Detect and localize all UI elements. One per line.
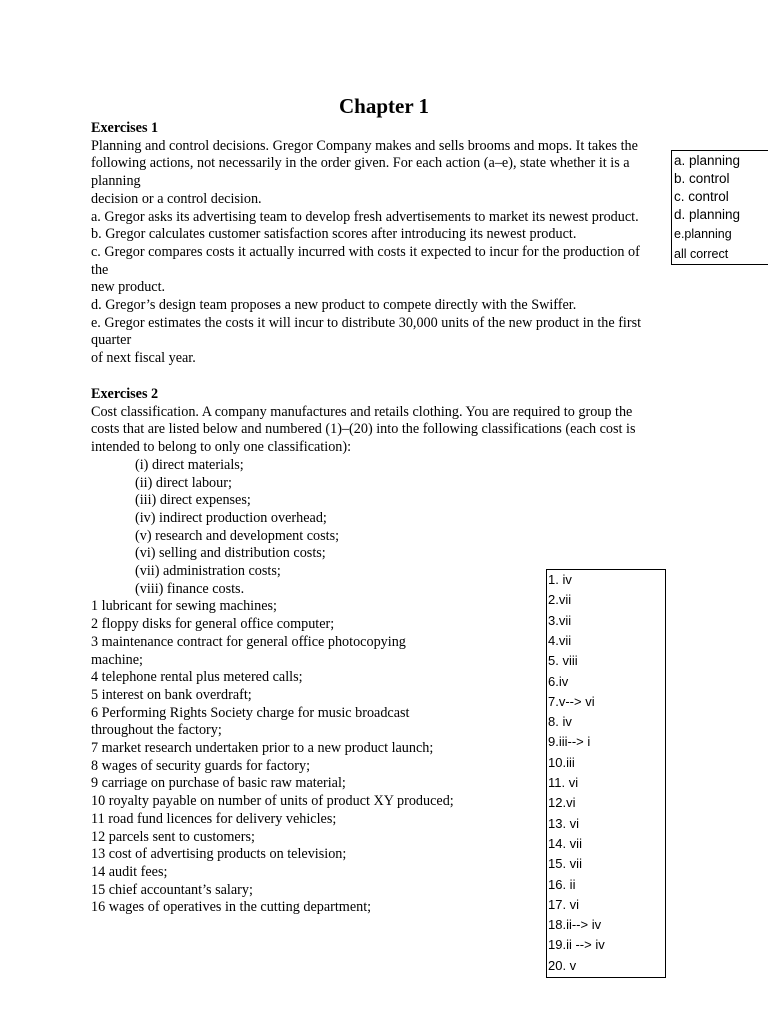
cost-item: 6 Performing Rights Society charge for music broadcast (91, 704, 410, 721)
exercise-1-line: new product. (91, 279, 166, 296)
exercise-2-intro-line: costs that are listed below and numbered (1)–(20) into the following classifications (each cost is (91, 421, 636, 438)
answer-item: b. control (674, 171, 730, 186)
answer-item: all correct (674, 247, 729, 261)
answer-item: 14. vii (548, 835, 582, 851)
answer-item: 2.vii (548, 592, 572, 608)
answer-item: e.planning (674, 227, 732, 241)
cost-item: 15 chief accountant’s salary; (91, 881, 253, 898)
classification-item: (iv) indirect production overhead; (135, 509, 327, 526)
cost-item: 8 wages of security guards for factory; (91, 757, 311, 774)
cost-item: throughout the factory; (91, 722, 222, 739)
cost-item: 4 telephone rental plus metered calls; (91, 669, 303, 686)
exercise-1-line: Planning and control decisions. Gregor Company makes and sells brooms and mops. It takes the (91, 137, 638, 154)
classification-item: (i) direct materials; (135, 456, 244, 473)
cost-item: 7 market research undertaken prior to a new product launch; (91, 740, 434, 756)
chapter-title: Chapter 1 (338, 94, 430, 118)
answer-item: c. control (674, 189, 729, 204)
cost-item: 10 royalty payable on number of units of product XY produced; (91, 793, 454, 810)
cost-item: 3 maintenance contract for general office photocopying (91, 633, 406, 650)
classification-item: (viii) finance costs. (135, 580, 245, 597)
exercise-1-line: following actions, not necessarily in the order given. For each action (a–e), state whether it is a (91, 155, 630, 172)
answer-item: 17. vi (548, 896, 580, 912)
answer-item: 1. iv (548, 572, 572, 587)
exercise-1-answer-box (671, 150, 768, 265)
exercise-2-intro-line: intended to belong to only one classification): (91, 439, 352, 456)
answer-item: 5. viii (548, 653, 578, 669)
cost-item: 1 lubricant for sewing machines; (91, 598, 277, 615)
answer-item: 16. ii (548, 876, 576, 892)
exercise-2-intro-line: Cost classification. A company manufactures and retails clothing. You are required to group the (91, 403, 633, 420)
exercise-1-line: a. Gregor asks its advertising team to develop fresh advertisements to market its newest product. (91, 208, 639, 225)
answer-item: 11. vi (548, 775, 579, 790)
exercise-1-line: e. Gregor estimates the costs it will incur to distribute 30,000 units of the new product in the first (91, 314, 642, 331)
classification-item: (vi) selling and distribution costs; (135, 545, 326, 562)
answer-item: 10.iii (548, 754, 575, 770)
answer-item: 6.iv (548, 673, 569, 689)
answer-item: 13. vi (548, 815, 580, 831)
answer-item: a. planning (674, 153, 741, 168)
cost-item: 11 road fund licences for delivery vehicles; (91, 810, 337, 827)
answer-item: 7.v--> vi (548, 693, 595, 709)
exercise-1-line: of next fiscal year. (91, 350, 196, 367)
cost-item: 16 wages of operatives in the cutting department; (91, 899, 372, 916)
classification-item: (v) research and development costs; (135, 527, 340, 544)
exercise-1-heading: Exercises 1 (91, 120, 159, 136)
exercise-1-line: c. Gregor compares costs it actually incurred with costs it expected to incur for the production of (91, 243, 640, 260)
answer-item: 20. v (548, 957, 577, 973)
exercise-1-line: d. Gregor’s design team proposes a new product to compete directly with the Swiffer. (91, 297, 577, 313)
answer-item: 18.ii--> iv (548, 917, 602, 933)
classification-item: (vii) administration costs; (135, 563, 281, 579)
exercise-2-answer-box (546, 569, 666, 978)
classification-item: (iii) direct expenses; (135, 492, 251, 509)
answer-item: 15. vii (548, 856, 582, 872)
exercise-1-line: planning (91, 173, 141, 190)
exercise-1-line: decision or a control decision. (91, 190, 262, 207)
answer-item: 8. iv (548, 714, 572, 730)
answer-item: 4.vii (548, 632, 572, 648)
exercise-1-line: the (91, 261, 109, 278)
cost-item: 5 interest on bank overdraft; (91, 686, 252, 703)
answer-item: d. planning (674, 207, 741, 222)
answer-item: 9.iii--> i (548, 734, 591, 750)
cost-item: 12 parcels sent to customers; (91, 828, 255, 845)
cost-item: 14 audit fees; (91, 863, 168, 880)
cost-item: 2 floppy disks for general office computer; (91, 616, 335, 633)
cost-item: 9 carriage on purchase of basic raw material; (91, 775, 346, 792)
answer-item: 19.ii --> iv (548, 937, 605, 953)
cost-item: machine; (91, 651, 143, 668)
exercise-1-line: quarter (91, 332, 132, 349)
answer-item: 12.vi (548, 795, 576, 811)
exercise-2-heading: Exercises 2 (91, 386, 159, 402)
cost-item: 13 cost of advertising products on television; (91, 846, 347, 863)
answer-item: 3.vii (548, 612, 572, 628)
classification-item: (ii) direct labour; (135, 474, 232, 491)
exercise-1-line: b. Gregor calculates customer satisfaction scores after introducing its newest product. (91, 226, 577, 243)
